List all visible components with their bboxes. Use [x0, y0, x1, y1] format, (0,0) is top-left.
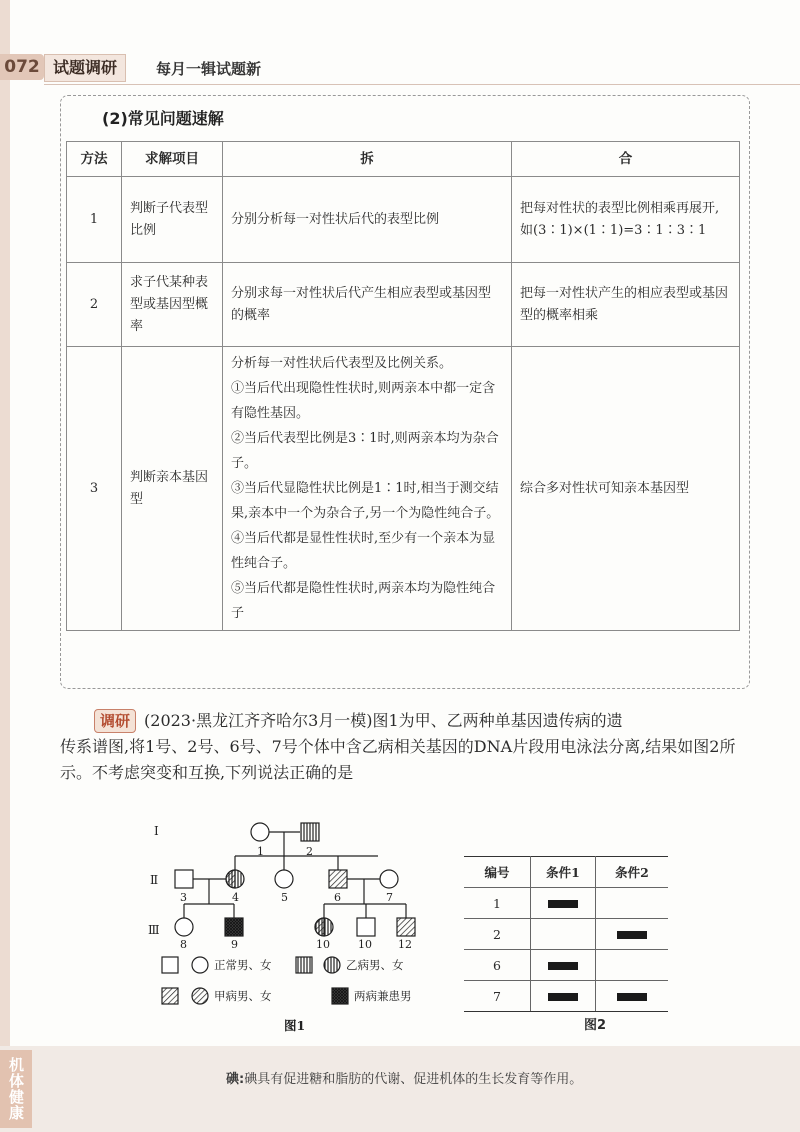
split-line: ④当后代都是显性性状时,至少有一个亲本为显性纯合子。	[231, 531, 496, 571]
legend-normal-male	[162, 957, 178, 973]
individual-2	[301, 823, 319, 841]
table-row	[67, 177, 740, 263]
lane-id: 2	[464, 919, 531, 950]
lane-id: 7	[464, 981, 531, 1012]
question-block	[60, 708, 752, 782]
individual-label: 4	[232, 891, 239, 904]
header-rule	[44, 84, 800, 85]
individual-label: 3	[180, 891, 187, 904]
lane-cell	[596, 981, 669, 1012]
footer-note-text: 碘具有促进糖和脂肪的代谢、促进机体的生长发育等作用。	[244, 1072, 583, 1087]
split-line: ③当后代显隐性状比例是1∶1时,相当于测交结果,亲本中一个为杂合子,另一个为隐性纯合子。	[231, 481, 500, 521]
individual-5	[275, 870, 293, 888]
individual-label: 10	[358, 938, 372, 951]
legend-a-female	[192, 988, 208, 1004]
legend-normal-label: 正常男、女	[214, 958, 272, 972]
footer-tag: 机体健康	[0, 1050, 32, 1128]
lanes-header: 条件2	[596, 857, 669, 888]
legend-normal-female	[192, 957, 208, 973]
question-stem-start: (2023·黑龙江齐齐哈尔3月一模)图1为甲、乙两种单基因遗传病的遗	[144, 711, 623, 730]
split-line: 分析每一对性状后代表型及比例关系。	[231, 356, 453, 371]
electrophoresis-figure	[464, 856, 676, 1036]
dna-band	[548, 962, 578, 970]
split-line: ②当后代表型比例是3∶1时,则两亲本均为杂合子。	[231, 431, 499, 471]
lane-row	[464, 888, 668, 919]
individual-label: 9	[231, 938, 238, 951]
generation-label: Ⅱ	[150, 873, 159, 887]
method-item: 求子代某种表型或基因型概率	[122, 263, 223, 347]
section-tag: 试题调研	[44, 54, 126, 82]
legend-a-male	[162, 988, 178, 1004]
dna-band	[617, 993, 647, 1001]
split-line: ①当后代出现隐性性状时,则两亲本中都一定含有隐性基因。	[231, 381, 496, 421]
question-first-line	[84, 708, 752, 734]
dna-band	[617, 931, 647, 939]
method-combine: 把每对性状的表型比例相乘再展开,如(3∶1)×(1∶1)=3∶1∶3∶1	[512, 177, 740, 263]
individual-label: 8	[180, 938, 187, 951]
method-split-list	[223, 347, 512, 631]
page-footer	[0, 1046, 800, 1132]
method-number: 1	[67, 177, 122, 263]
table-header-row	[67, 142, 740, 177]
legend-b-label: 乙病男、女	[346, 958, 404, 972]
col-header-split: 拆	[223, 142, 512, 177]
lane-cell	[596, 950, 669, 981]
question-stem-rest: 传系谱图,将1号、2号、6号、7号个体中含乙病相关基因的DNA片段用电泳法分离,结果如图2所示。不考虑突变和互换,下列说法正确的是	[60, 737, 736, 782]
method-combine: 把每一对性状产生的相应表型或基因型的概率相乘	[512, 263, 740, 347]
figure1-caption: 图1	[284, 1018, 306, 1033]
lane-id: 1	[464, 888, 531, 919]
lane-id: 6	[464, 950, 531, 981]
lane-row	[464, 919, 668, 950]
legend-a-label: 甲病男、女	[214, 989, 272, 1003]
individual-label: 2	[306, 845, 313, 858]
methods-table	[66, 141, 740, 631]
individual-label: 10	[316, 938, 330, 951]
lane-cell	[596, 888, 669, 919]
legend-b-male	[296, 957, 312, 973]
individual-label: 1	[257, 845, 264, 858]
individual-10-male	[357, 918, 375, 936]
table-row	[67, 347, 740, 631]
individual-6	[329, 870, 347, 888]
question-tag: 调研	[94, 709, 136, 733]
lanes-header-row	[464, 857, 668, 888]
dna-band	[548, 900, 578, 908]
lane-cell	[531, 888, 596, 919]
individual-12	[397, 918, 415, 936]
method-number: 3	[67, 347, 122, 631]
individual-label: 5	[281, 891, 288, 904]
left-color-band	[0, 0, 10, 1132]
method-number: 2	[67, 263, 122, 347]
lane-row	[464, 981, 668, 1012]
table-row	[67, 263, 740, 347]
lanes-header: 编号	[464, 857, 531, 888]
legend-both-label: 两病兼患男	[354, 989, 412, 1003]
method-combine: 综合多对性状可知亲本基因型	[512, 347, 740, 631]
legend-both-male	[332, 988, 348, 1004]
method-split: 分别求每一对性状后代产生相应表型或基因型的概率	[223, 263, 512, 347]
individual-7	[380, 870, 398, 888]
generation-label: Ⅰ	[154, 824, 159, 838]
lanes-table	[464, 856, 668, 1012]
lane-cell	[531, 950, 596, 981]
generation-label: Ⅲ	[148, 923, 160, 937]
individual-1	[251, 823, 269, 841]
pedigree-figure	[144, 818, 460, 1036]
series-title: 每月一辑试题新	[156, 60, 262, 78]
individual-8	[175, 918, 193, 936]
split-line: ⑤当后代都是隐性性状时,两亲本均为隐性纯合子	[231, 581, 496, 621]
individual-label: 6	[334, 891, 341, 904]
page-number: 072	[0, 54, 44, 80]
footer-note-label: 碘:	[226, 1072, 245, 1087]
lanes-header: 条件1	[531, 857, 596, 888]
col-header-combine: 合	[512, 142, 740, 177]
col-header-method: 方法	[67, 142, 122, 177]
individual-label: 7	[386, 891, 393, 904]
individual-3	[175, 870, 193, 888]
lane-cell	[531, 981, 596, 1012]
box-title: (2)常见问题速解	[102, 109, 224, 128]
individual-9	[225, 918, 243, 936]
lane-row	[464, 950, 668, 981]
method-split: 分别分析每一对性状后代的表型比例	[223, 177, 512, 263]
page-header	[0, 48, 800, 82]
figure2-caption: 图2	[584, 1018, 607, 1033]
lane-cell	[531, 919, 596, 950]
method-item: 判断子代表型比例	[122, 177, 223, 263]
footer-note	[226, 1068, 582, 1087]
individual-label: 12	[398, 938, 412, 951]
lane-cell	[596, 919, 669, 950]
method-item: 判断亲本基因型	[122, 347, 223, 631]
col-header-item: 求解项目	[122, 142, 223, 177]
legend-b-female	[324, 957, 340, 973]
dna-band	[548, 993, 578, 1001]
